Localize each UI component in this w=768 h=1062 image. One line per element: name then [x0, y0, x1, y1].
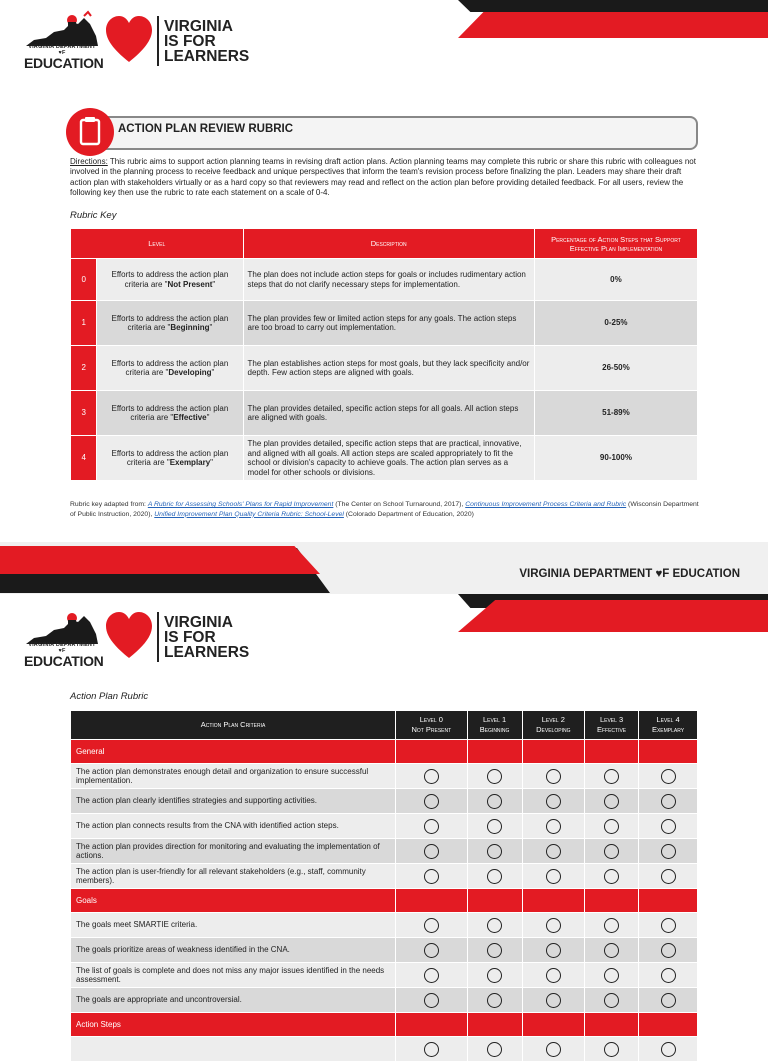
- action-plan-rubric-table: [70, 710, 698, 1062]
- vdoe-logo: [24, 14, 104, 70]
- section-cell: [467, 889, 522, 913]
- key-level-number: 1: [71, 301, 97, 346]
- rating-radio[interactable]: [424, 1042, 439, 1057]
- key-level-text: Efforts to address the action plan criteria are "Effective": [97, 391, 243, 436]
- section-row: [71, 889, 698, 913]
- rating-radio[interactable]: [424, 943, 439, 958]
- rating-radio[interactable]: [661, 844, 676, 859]
- rating-radio[interactable]: [546, 819, 561, 834]
- rating-cell: [522, 913, 585, 938]
- criterion-text: The action plan is user-friendly for all relevant stakeholders (e.g., staff, community members).: [71, 864, 396, 889]
- rating-cell: [522, 864, 585, 889]
- rating-cell: [585, 913, 639, 938]
- header-black-stripe: [458, 0, 768, 12]
- rating-radio[interactable]: [424, 844, 439, 859]
- page-header: [0, 0, 768, 84]
- key-level-number: 2: [71, 346, 97, 391]
- key-percentage: 0%: [534, 259, 697, 301]
- heart-icon: [104, 14, 154, 66]
- criterion-row: [71, 814, 698, 839]
- section-cell: [396, 1013, 468, 1037]
- logo-divider: [157, 16, 159, 66]
- section-cell: [467, 740, 522, 764]
- page-title: ACTION PLAN REVIEW RUBRIC: [118, 123, 294, 135]
- tagline: [164, 19, 249, 64]
- key-row: [71, 391, 698, 436]
- rating-radio[interactable]: [661, 943, 676, 958]
- criterion-text: The action plan connects results from the CNA with identified action steps.: [71, 814, 396, 839]
- sources-mid-2: (Wisconsin Department of Public Instruction, 2020),: [70, 501, 699, 518]
- criterion-row: [71, 764, 698, 789]
- rating-cell: [639, 839, 698, 864]
- rating-radio[interactable]: [661, 968, 676, 983]
- rating-cell: [396, 913, 468, 938]
- rating-cell: [396, 789, 468, 814]
- criterion-text: [71, 1037, 396, 1062]
- rating-cell: [396, 988, 468, 1013]
- rating-radio[interactable]: [546, 844, 561, 859]
- level-header: Level 0 Not Present: [396, 711, 468, 740]
- rating-cell: [467, 864, 522, 889]
- criterion-text: The goals prioritize areas of weakness identified in the CNA.: [71, 938, 396, 963]
- rating-radio[interactable]: [604, 943, 619, 958]
- key-level-text: Efforts to address the action plan criteria are "Exemplary": [97, 436, 243, 481]
- rating-cell: [522, 988, 585, 1013]
- rating-cell: [639, 963, 698, 988]
- key-percentage: 26-50%: [534, 346, 697, 391]
- criterion-row: [71, 864, 698, 889]
- rating-radio[interactable]: [546, 918, 561, 933]
- rating-radio[interactable]: [424, 918, 439, 933]
- vdoe-logo-big-text: EDUCATION: [24, 653, 104, 669]
- rating-cell: [639, 814, 698, 839]
- rating-cell: [585, 963, 639, 988]
- rating-radio[interactable]: [661, 1042, 676, 1057]
- rating-cell: [585, 988, 639, 1013]
- criterion-row: [71, 839, 698, 864]
- rating-radio[interactable]: [487, 1042, 502, 1057]
- rating-cell: [585, 938, 639, 963]
- rating-radio[interactable]: [661, 819, 676, 834]
- criterion-text: The action plan clearly identifies strategies and supporting activities.: [71, 789, 396, 814]
- criterion-text: The action plan provides direction for monitoring and evaluating the implementation of actions.: [71, 839, 396, 864]
- page-2: [0, 594, 768, 1029]
- rating-radio[interactable]: [424, 819, 439, 834]
- header-2-red-stripe: [458, 600, 768, 632]
- rating-radio[interactable]: [661, 794, 676, 809]
- logo-divider: [157, 612, 159, 662]
- vdoe-logo-big-text: EDUCATION: [24, 55, 104, 71]
- rating-cell: [396, 864, 468, 889]
- rating-cell: [522, 814, 585, 839]
- rating-cell: [639, 1037, 698, 1062]
- clipboard-badge: [66, 108, 114, 156]
- criterion-text: The goals meet SMARTIE criteria.: [71, 913, 396, 938]
- criteria-header: Action Plan Criteria: [71, 711, 396, 740]
- rating-cell: [522, 1037, 585, 1062]
- level-header: Level 2 Developing: [522, 711, 585, 740]
- key-row: [71, 259, 698, 301]
- rubric-sources: [70, 500, 700, 519]
- rating-radio[interactable]: [487, 918, 502, 933]
- rating-cell: [467, 988, 522, 1013]
- rating-cell: [467, 814, 522, 839]
- rating-radio[interactable]: [487, 794, 502, 809]
- criterion-row: [71, 1037, 698, 1062]
- rating-cell: [467, 789, 522, 814]
- rating-cell: [467, 1037, 522, 1062]
- key-level-number: 0: [71, 259, 97, 301]
- directions-paragraph: [70, 157, 698, 198]
- key-description: The plan provides detailed, specific action steps that are practical, innovative, and aligned with all goals. All action steps are scaled appropriately to fit the school or division's capacity to achieve goals. The action plan serves as a model for other schools or divisions.: [243, 436, 534, 481]
- vdoe-logo-small-text: VIRGINIA DEPARTMENT ♥F: [28, 44, 96, 56]
- rating-radio[interactable]: [661, 869, 676, 884]
- sources-mid-1: (The Center on School Turnaround, 2017),: [333, 501, 466, 508]
- directions-text: This rubric aims to support action planning teams in revising draft action plans. Action planning teams may complete this rubric or share this rubric with colleagues not involved in the planning process to receive feedback and unique perspectives that inform the team's revision process before finalizing the plan. Leaders may share their draft action plan with stakeholders virtually or as a hard copy so that reviewers may read and reflect on the action plan before providing detailed feedback. For all users, review the following key then use the rubric to rate each statement on a scale of 0-4.: [70, 157, 696, 197]
- criterion-row: [71, 938, 698, 963]
- rating-radio[interactable]: [487, 869, 502, 884]
- key-header-description: Description: [243, 229, 534, 259]
- section-cell: [585, 889, 639, 913]
- rating-radio[interactable]: [487, 968, 502, 983]
- vdoe-logo-2: [24, 612, 104, 668]
- source-link-1[interactable]: A Rubric for Assessing Schools' Plans for Rapid Improvement: [147, 501, 334, 508]
- key-level-number: 4: [71, 436, 97, 481]
- rating-radio[interactable]: [487, 844, 502, 859]
- key-row: [71, 301, 698, 346]
- level-header: Level 1 Beginning: [467, 711, 522, 740]
- key-percentage: 90-100%: [534, 436, 697, 481]
- section-cell: [585, 740, 639, 764]
- rating-cell: [639, 789, 698, 814]
- rating-radio[interactable]: [604, 918, 619, 933]
- level-header: Level 4 Exemplary: [639, 711, 698, 740]
- rating-cell: [585, 764, 639, 789]
- rating-radio[interactable]: [604, 1042, 619, 1057]
- rating-radio[interactable]: [546, 1042, 561, 1057]
- footer-vdoe-text: VIRGINIA DEPARTMENT ♥F EDUCATION: [519, 568, 740, 580]
- section-cell: [522, 740, 585, 764]
- key-row: [71, 346, 698, 391]
- section-title: Goals: [71, 889, 396, 913]
- rating-radio[interactable]: [487, 769, 502, 784]
- key-level-text: Efforts to address the action plan criteria are "Not Present": [97, 259, 243, 301]
- rating-radio[interactable]: [604, 769, 619, 784]
- rating-cell: [396, 814, 468, 839]
- section-cell: [639, 889, 698, 913]
- rating-radio[interactable]: [661, 769, 676, 784]
- level-header: Level 3 Effective: [585, 711, 639, 740]
- rating-radio[interactable]: [604, 844, 619, 859]
- rating-radio[interactable]: [546, 769, 561, 784]
- tagline-line-1: VIRGINIA: [164, 18, 233, 35]
- rating-radio[interactable]: [546, 869, 561, 884]
- key-description: The plan provides detailed, specific action steps for all goals. All action steps are aligned with goals.: [243, 391, 534, 436]
- section-cell: [396, 889, 468, 913]
- criterion-text: The goals are appropriate and uncontroversial.: [71, 988, 396, 1013]
- source-link-2[interactable]: Continuous Improvement Process Criteria and Rubric: [465, 501, 627, 508]
- heart-icon: [104, 610, 154, 662]
- key-row: [71, 436, 698, 481]
- rating-radio[interactable]: [424, 869, 439, 884]
- key-level-text: Efforts to address the action plan criteria are "Beginning": [97, 301, 243, 346]
- rating-cell: [396, 963, 468, 988]
- rating-cell: [396, 938, 468, 963]
- rating-radio[interactable]: [546, 968, 561, 983]
- rating-cell: [585, 864, 639, 889]
- rating-cell: [396, 1037, 468, 1062]
- key-percentage: 51-89%: [534, 391, 697, 436]
- footer-red-band: [0, 546, 320, 574]
- rating-cell: [467, 839, 522, 864]
- rating-cell: [522, 764, 585, 789]
- virginia-state-icon: [24, 14, 100, 48]
- rating-radio[interactable]: [604, 993, 619, 1008]
- tagline-line-2: IS FOR: [164, 33, 216, 50]
- virginia-state-icon: [24, 612, 100, 646]
- criterion-row: [71, 789, 698, 814]
- page-2-header: [0, 594, 768, 678]
- rating-radio[interactable]: [424, 769, 439, 784]
- tagline-line-3: LEARNERS: [164, 644, 250, 661]
- section-row: [71, 740, 698, 764]
- section-cell: [522, 1013, 585, 1037]
- rubric-key-label: Rubric Key: [70, 210, 117, 221]
- rating-radio[interactable]: [546, 993, 561, 1008]
- sources-suffix: (Colorado Department of Education, 2020): [343, 510, 474, 518]
- rating-cell: [639, 913, 698, 938]
- section-title: General: [71, 740, 396, 764]
- rating-cell: [522, 839, 585, 864]
- rating-cell: [639, 764, 698, 789]
- rating-radio[interactable]: [604, 819, 619, 834]
- rating-cell: [396, 764, 468, 789]
- key-description: The plan provides few or limited action steps for any goals. The action steps are too broad to carry out implementation.: [243, 301, 534, 346]
- tagline-line-1: VIRGINIA: [164, 614, 233, 631]
- rating-cell: [467, 963, 522, 988]
- rating-radio[interactable]: [424, 993, 439, 1008]
- criterion-text: The list of goals is complete and does not miss any major issues identified in the needs assessment.: [71, 963, 396, 988]
- rating-radio[interactable]: [604, 869, 619, 884]
- rating-cell: [585, 789, 639, 814]
- action-plan-rubric-label: Action Plan Rubric: [70, 691, 149, 702]
- rating-radio[interactable]: [604, 968, 619, 983]
- rating-cell: [585, 1037, 639, 1062]
- criterion-row: [71, 988, 698, 1013]
- rating-radio[interactable]: [487, 993, 502, 1008]
- rating-cell: [639, 864, 698, 889]
- rating-radio[interactable]: [604, 794, 619, 809]
- section-cell: [522, 889, 585, 913]
- section-cell: [585, 1013, 639, 1037]
- rating-cell: [467, 913, 522, 938]
- section-cell: [396, 740, 468, 764]
- directions-label: Directions:: [70, 157, 108, 166]
- tagline-line-3: LEARNERS: [164, 48, 250, 65]
- section-title: Action Steps: [71, 1013, 396, 1037]
- criterion-text: The action plan demonstrates enough detail and organization to ensure successful implementation.: [71, 764, 396, 789]
- rating-radio[interactable]: [661, 993, 676, 1008]
- rubric-key-table: [70, 228, 698, 481]
- tagline: [164, 615, 249, 660]
- rating-cell: [467, 764, 522, 789]
- rating-radio[interactable]: [546, 943, 561, 958]
- key-header-level: Level: [71, 229, 244, 259]
- key-description: The plan does not include action steps for goals or includes rudimentary action steps that do not clarify necessary steps for implementation.: [243, 259, 534, 301]
- rating-cell: [396, 839, 468, 864]
- rating-radio[interactable]: [487, 819, 502, 834]
- section-cell: [467, 1013, 522, 1037]
- rating-cell: [522, 963, 585, 988]
- rating-radio[interactable]: [424, 794, 439, 809]
- key-level-number: 3: [71, 391, 97, 436]
- source-link-3[interactable]: Unified Improvement Plan Quality Criteria Rubric: School-Level: [154, 510, 344, 518]
- rating-radio[interactable]: [546, 794, 561, 809]
- title-banner: [66, 108, 698, 156]
- rating-radio[interactable]: [424, 968, 439, 983]
- rating-cell: [467, 938, 522, 963]
- section-row: [71, 1013, 698, 1037]
- criterion-row: [71, 913, 698, 938]
- rating-radio[interactable]: [661, 918, 676, 933]
- rating-radio[interactable]: [487, 943, 502, 958]
- section-cell: [639, 1013, 698, 1037]
- section-cell: [639, 740, 698, 764]
- rating-cell: [585, 814, 639, 839]
- rating-cell: [585, 839, 639, 864]
- rating-cell: [639, 938, 698, 963]
- clipboard-icon: [66, 108, 114, 156]
- key-level-text: Efforts to address the action plan criteria are "Developing": [97, 346, 243, 391]
- key-description: The plan establishes action steps for most goals, but they lack specificity and/or depth. Few action steps are aligned with goals.: [243, 346, 534, 391]
- key-header-percentage: Percentage of Action Steps that Support Effective Plan Implementation: [534, 229, 697, 259]
- vdoe-logo-small-text: VIRGINIA DEPARTMENT ♥F: [28, 642, 96, 654]
- rating-cell: [639, 988, 698, 1013]
- key-percentage: 0-25%: [534, 301, 697, 346]
- rating-cell: [522, 938, 585, 963]
- criterion-row: [71, 963, 698, 988]
- sources-prefix: Rubric key adapted from:: [70, 501, 148, 508]
- tagline-line-2: IS FOR: [164, 629, 216, 646]
- rating-cell: [522, 789, 585, 814]
